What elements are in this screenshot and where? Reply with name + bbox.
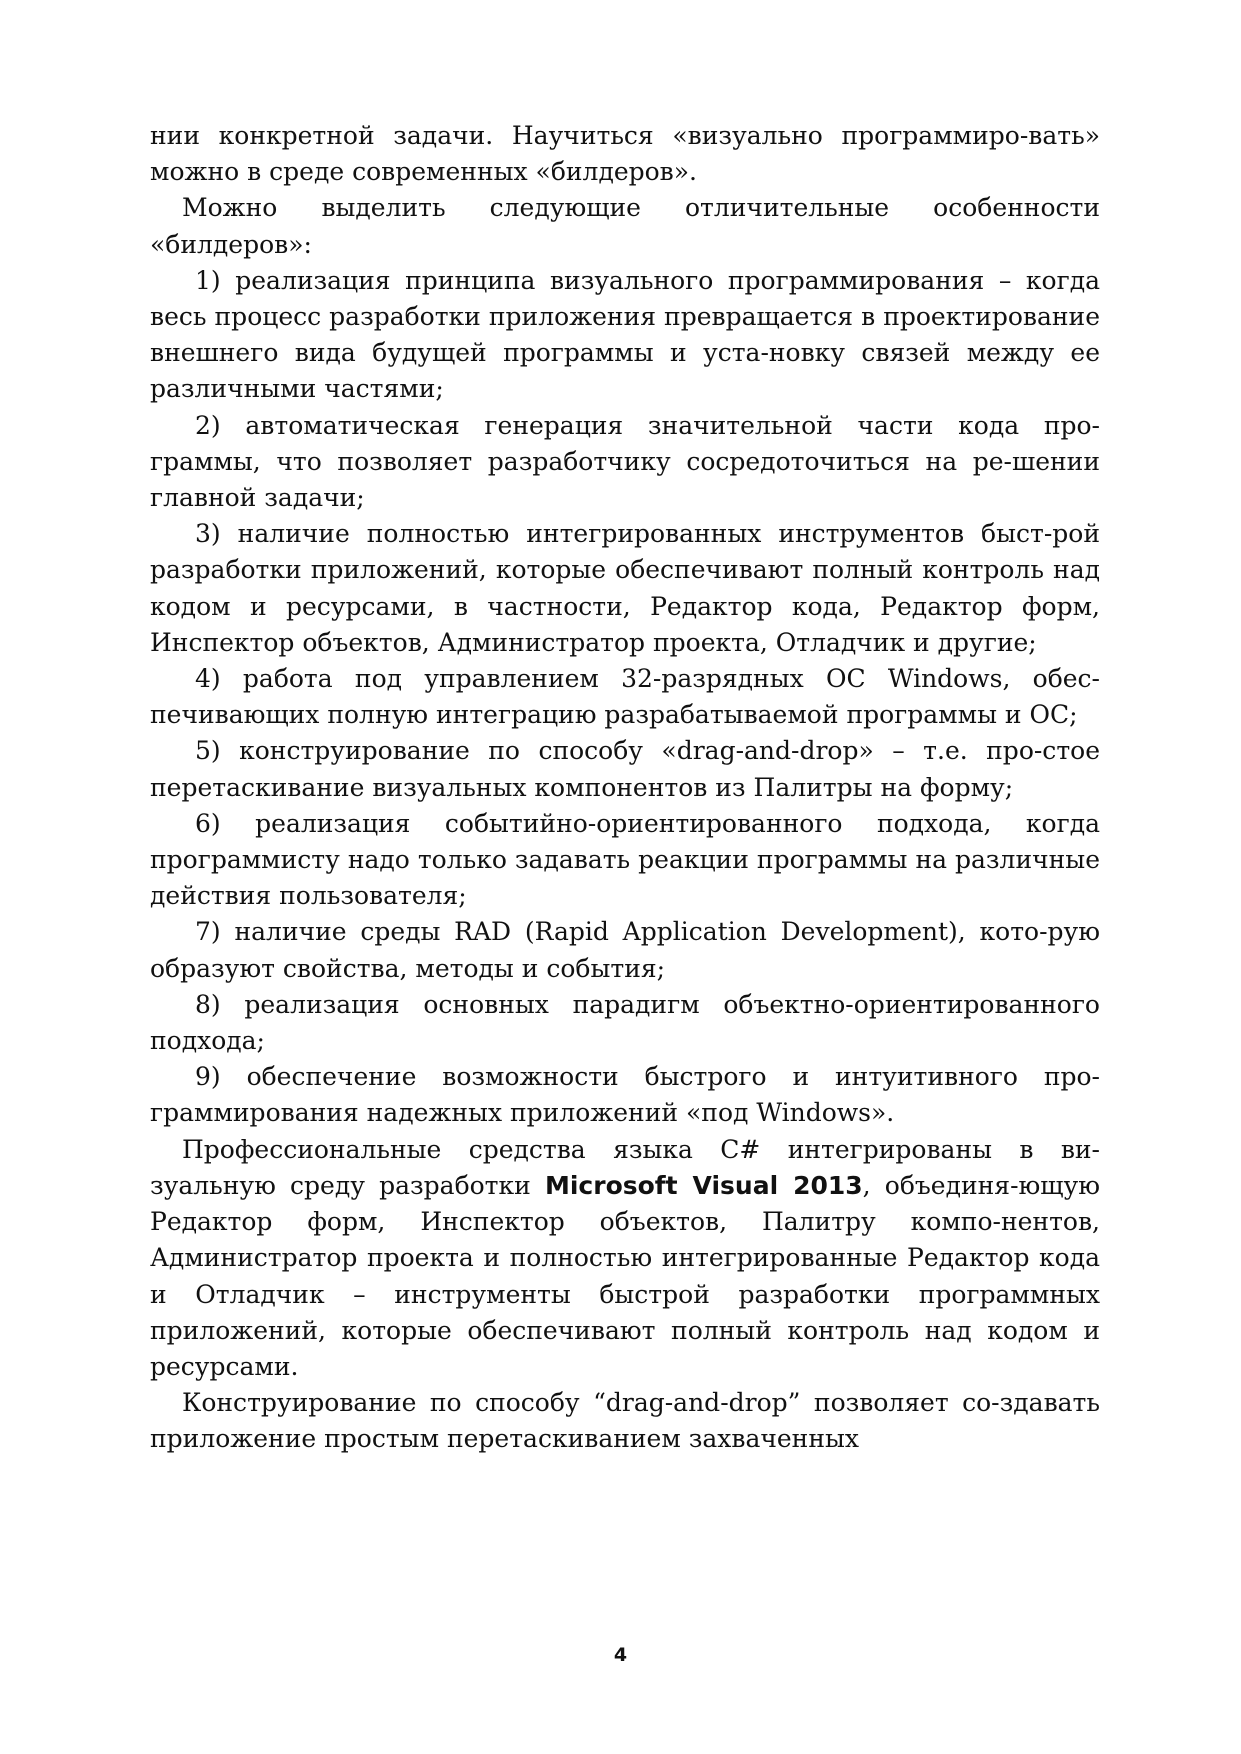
- list-item-text: работа под управлением 32-разрядных ОС Windows, обес-печивающих полную интеграцию разрабатываемой программы и ОС;: [150, 664, 1100, 730]
- list-item-number: 4): [195, 664, 221, 694]
- list-item-number: 9): [195, 1062, 221, 1092]
- list-item: [150, 516, 1100, 661]
- list-item: [150, 408, 1100, 517]
- list-item: [150, 914, 1100, 986]
- page-number: 4: [613, 1644, 628, 1666]
- paragraph-text: Профессиональные средства языка C# интегрированы в ви-зуальную среду разработки: [150, 1134, 1100, 1200]
- list-item-text: наличие полностью интегрированных инструментов быст-рой разработки приложений, которые обеспечивают полный контроль над кодом и ресурсами, в частности, Редактор кода, Редактор форм, Инспектор объектов, Администратор проекта, Отладчик и другие;: [150, 519, 1100, 657]
- list-item-text: реализация принципа визуального программирования – когда весь процесс разработки приложения превращается в проектирование внешнего вида будущей программы и уста-новку связей между ее различными частями;: [150, 265, 1101, 404]
- list-item-text: реализация событийно-ориентированного подхода, когда программисту надо только задавать реакции программы на различные действия пользователя;: [150, 808, 1100, 911]
- list-item-number: 6): [195, 808, 221, 838]
- list-item-number: 2): [195, 410, 221, 440]
- list-item-text: реализация основных парадигм объектно-ориентированного подхода;: [150, 989, 1100, 1056]
- list-item-text: наличие среды RAD (Rapid Application Development), кото-рую образуют свойства, методы и события;: [150, 917, 1101, 983]
- list-item: [150, 1059, 1100, 1131]
- list-item: [150, 733, 1100, 805]
- list-item: [150, 661, 1100, 733]
- list-item: [150, 263, 1100, 408]
- product-name: Microsoft Visual 2013: [544, 1170, 863, 1200]
- paragraph-visual-studio: [150, 1132, 1100, 1385]
- list-item: [150, 987, 1100, 1059]
- list-item-number: 8): [195, 989, 221, 1019]
- paragraph-intro: Можно выделить следующие отличительные особенности «билдеров»:: [150, 193, 1100, 259]
- features-list: [150, 263, 1100, 1132]
- paragraph-drag-and-drop: Конструирование по способу “drag-and-drop” позволяет со-здавать приложение простым перетаскиванием захваченных: [150, 1388, 1100, 1454]
- list-item-number: 3): [195, 519, 221, 549]
- list-item-text: обеспечение возможности быстрого и интуитивного про-граммирования надежных приложений «под Windows».: [150, 1062, 1100, 1128]
- list-item-number: 5): [195, 736, 221, 766]
- list-item-number: 1): [195, 265, 221, 295]
- paragraph-text: , объединя-ющую Редактор форм, Инспектор объектов, Палитру компо-нентов, Администратор проекта и полностью интегрированные Редактор кода и Отладчик – инструменты быстрой разработки программных приложений, которые обеспечивают полный контроль над кодом и ресурсами.: [150, 1170, 1100, 1381]
- list-item-number: 7): [195, 917, 221, 947]
- list-item: [150, 806, 1100, 915]
- paragraph-continuation: нии конкретной задачи. Научиться «визуально программиро-вать» можно в среде современных «билдеров».: [150, 121, 1100, 187]
- list-item-text: автоматическая генерация значительной части кода про-граммы, что позволяет разработчику сосредоточиться на ре-шении главной задачи;: [150, 410, 1100, 513]
- list-item-text: конструирование по способу «drag-and-drop» – т.е. про-стое перетаскивание визуальных компонентов из Палитры на форму;: [150, 736, 1100, 802]
- page-body: [150, 118, 1100, 1458]
